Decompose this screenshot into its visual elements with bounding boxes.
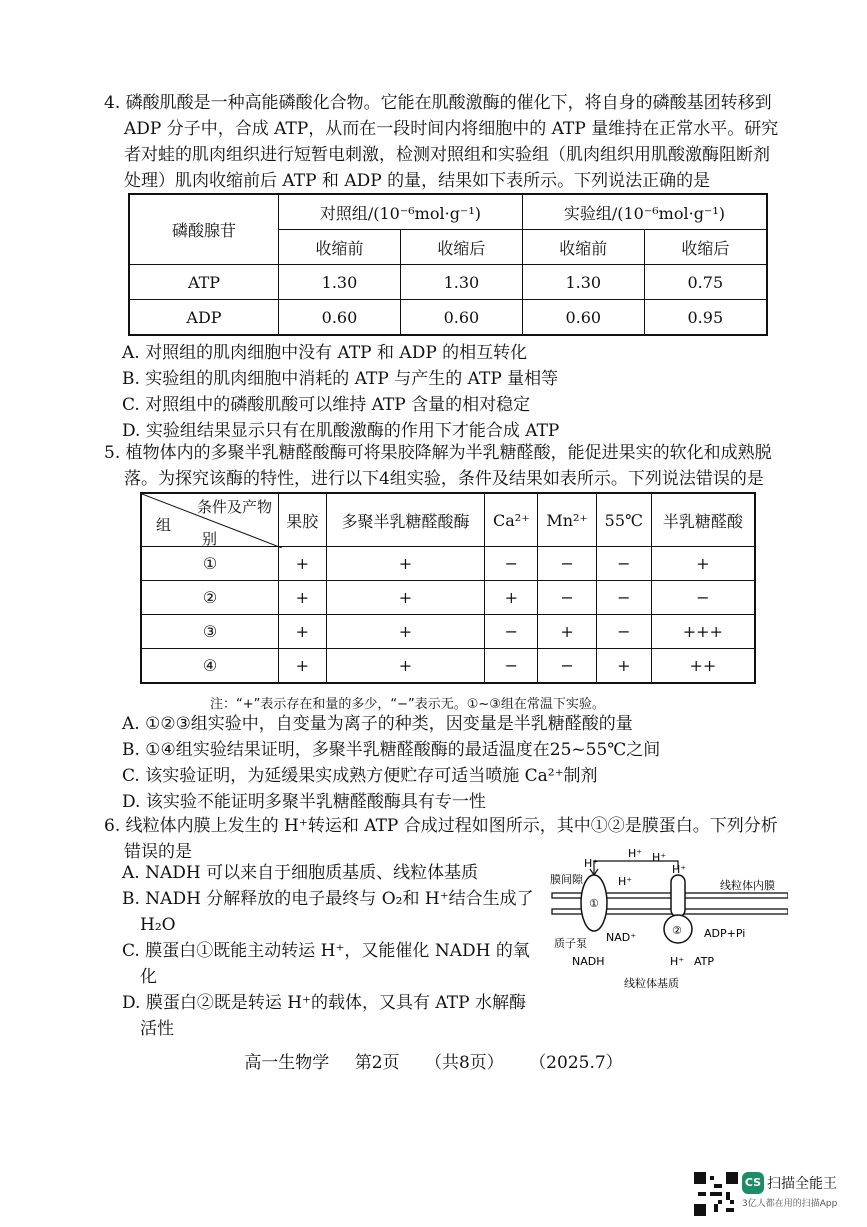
table-cell: +++ — [651, 615, 755, 649]
corner-left-label: 组 — [156, 516, 172, 534]
brand-tagline: 3亿人都在用的扫描App — [742, 1199, 838, 1209]
table-cell: 0.75 — [644, 265, 767, 300]
row-label: ④ — [141, 649, 279, 684]
column-header: 多聚半乳糖醛酸酶 — [326, 493, 485, 547]
table-cell: − — [538, 581, 597, 615]
h-ion-label: H⁺ — [584, 857, 599, 870]
atp-adp-table — [128, 193, 768, 336]
option-d[interactable]: D. 该实验不能证明多聚半乳糖醛酸酶具有专一性 — [122, 792, 486, 812]
sub-header: 收缩后 — [644, 230, 767, 265]
table-row — [141, 547, 755, 581]
table-cell: 0.60 — [400, 300, 522, 336]
column-header: 半乳糖醛酸 — [651, 493, 755, 547]
table-cell: − — [596, 547, 651, 581]
question-4-stem: 4. 磷酸肌酸是一种高能磷酸化合物。它能在肌酸激酶的催化下，将自身的磷酸基团转移到ADP 分子中，合成 ATP，从而在一段时间内将细胞中的 ATP 量维持在正常水平。研究者对蛙的肌肉组织进行短暂电刺激，检测对照组和实验组（肌肉组织用肌酸激酶阻断剂处理）肌肉收缩前后 ATP 和 ADP 的量，结果如下表所示。下列说法正确的是 — [104, 93, 779, 191]
page-footer — [0, 1048, 867, 1073]
table-cell: 1.30 — [400, 265, 522, 300]
table-cell: + — [279, 615, 327, 649]
experiment-group-header: 实验组/(10⁻⁶mol·g⁻¹) — [522, 194, 767, 230]
question-5-stem: 5. 植物体内的多聚半乳糖醛酸酶可将果胶降解为半乳糖醛酸，能促进果实的软化和成熟脱落。为探究该酶的特性，进行以下4组实验，条件及结果如表所示。下列说法错误的是 — [104, 443, 772, 489]
row-label: ADP — [129, 300, 279, 336]
footer-total: （共8页） — [424, 1053, 504, 1073]
qr-code-icon — [694, 1172, 738, 1216]
table-row — [141, 649, 755, 684]
question-6-options — [104, 860, 534, 1042]
protein-2-label: ② — [672, 924, 682, 937]
option-c[interactable]: C. 该实验证明，为延缓果实成熟方便贮存可适当喷施 Ca²⁺制剂 — [122, 766, 598, 786]
footer-subject: 高一生物学 — [244, 1053, 330, 1073]
table-cell: + — [326, 615, 485, 649]
column-header: 果胶 — [279, 493, 327, 547]
proton-pump-label: 质子泵 — [554, 937, 587, 950]
row-label: ① — [141, 547, 279, 581]
table-cell: + — [538, 615, 597, 649]
h-ion-label: H⁺ — [618, 875, 633, 888]
camscanner-logo-icon: CS — [742, 1172, 764, 1194]
intermembrane-label: 膜间隙 — [550, 873, 583, 886]
table-cell: + — [485, 581, 538, 615]
table-cell: 1.30 — [279, 265, 401, 300]
question-6-stem: 6. 线粒体内膜上发生的 H⁺转运和 ATP 合成过程如图所示，其中①②是膜蛋白。下列分析错误的是 — [104, 816, 778, 862]
column-header: 55℃ — [596, 493, 651, 547]
option-b[interactable]: B. 实验组的肌肉细胞中消耗的 ATP 与产生的 ATP 量相等 — [122, 369, 559, 389]
table-cell: − — [596, 615, 651, 649]
option-a[interactable]: A. ①②③组实验中，自变量为离子的种类，因变量是半乳糖醛酸的量 — [122, 714, 633, 734]
table-cell: + — [326, 649, 485, 684]
matrix-label: 线粒体基质 — [624, 977, 679, 990]
table-cell: − — [485, 615, 538, 649]
table-cell: − — [485, 649, 538, 684]
table-cell: + — [279, 649, 327, 684]
inner-membrane-label: 线粒体内膜 — [720, 879, 775, 892]
question-5-options — [104, 711, 784, 815]
table-cell: + — [279, 547, 327, 581]
corner-top-label: 条件及产物 — [196, 498, 272, 516]
option-c[interactable]: C. 膜蛋白①既能主动转运 H⁺，又能催化 NADH 的氧化 — [122, 941, 530, 987]
row-label: ATP — [129, 265, 279, 300]
option-a[interactable]: A. NADH 可以来自于细胞质基质、线粒体基质 — [122, 863, 479, 883]
protein-1-label: ① — [589, 897, 599, 910]
table-cell: + — [651, 547, 755, 581]
table-cell: ++ — [651, 649, 755, 684]
brand-name: 扫描全能王 — [767, 1176, 837, 1192]
sub-header: 收缩前 — [279, 230, 401, 265]
option-b[interactable]: B. ①④组实验结果证明，多聚半乳糖醛酸酶的最适温度在25~55℃之间 — [122, 740, 661, 760]
option-b[interactable]: B. NADH 分解释放的电子最终与 O₂和 H⁺结合生成了 H₂O — [122, 889, 534, 935]
corner-bottom-label: 别 — [202, 530, 218, 548]
table-row — [141, 615, 755, 649]
table-cell: 0.60 — [279, 300, 401, 336]
column-header: Ca²⁺ — [485, 493, 538, 547]
control-group-header: 对照组/(10⁻⁶mol·g⁻¹) — [279, 194, 523, 230]
option-a[interactable]: A. 对照组的肌肉细胞中没有 ATP 和 ADP 的相互转化 — [122, 343, 528, 363]
table-cell: − — [651, 581, 755, 615]
row-label: ③ — [141, 615, 279, 649]
table-cell: + — [279, 581, 327, 615]
protein-2-stalk — [671, 875, 685, 917]
option-d[interactable]: D. 膜蛋白②既是转运 H⁺的载体，又具有 ATP 水解酶活性 — [122, 993, 526, 1039]
enzyme-table — [140, 492, 756, 684]
table-cell: − — [596, 581, 651, 615]
table-row — [129, 265, 767, 300]
nad-label: NAD⁺ — [606, 931, 637, 944]
mitochondria-membrane-diagram — [548, 845, 788, 995]
footer-date: （2025.7） — [529, 1053, 623, 1073]
option-d[interactable]: D. 实验组结果显示只有在肌酸激酶的作用下才能合成 ATP — [122, 421, 560, 441]
question-4 — [104, 90, 784, 194]
h-ion-label: H⁺ — [670, 955, 685, 968]
footer-page: 第2页 — [354, 1053, 400, 1073]
table-cell: 0.60 — [522, 300, 644, 336]
nadh-label: NADH — [572, 955, 605, 968]
table-note: 注：“+”表示存在和量的多少，“−”表示无。①~③组在常温下实验。 — [210, 697, 605, 712]
option-c[interactable]: C. 对照组中的磷酸肌酸可以维持 ATP 含量的相对稳定 — [122, 395, 531, 415]
table-cell: + — [596, 649, 651, 684]
table-row — [129, 300, 767, 336]
table-cell: + — [326, 547, 485, 581]
row-label: ② — [141, 581, 279, 615]
adp-label: ADP+Pi — [704, 927, 746, 940]
sub-header: 收缩前 — [522, 230, 644, 265]
table-cell: 1.30 — [522, 265, 644, 300]
table-cell: − — [485, 547, 538, 581]
table-row — [141, 581, 755, 615]
question-4-options — [104, 340, 784, 444]
column-header: Mn²⁺ — [538, 493, 597, 547]
scanner-brand — [742, 1172, 837, 1209]
table-cell: + — [326, 581, 485, 615]
table-cell: 0.95 — [644, 300, 767, 336]
table-corner: 磷酸腺苷 — [129, 194, 279, 265]
sub-header: 收缩后 — [400, 230, 522, 265]
h-ion-label: H⁺ — [652, 851, 667, 864]
atp-label: ATP — [694, 955, 715, 968]
table-cell: − — [538, 649, 597, 684]
h-ion-label: H⁺ — [672, 863, 687, 876]
question-5 — [104, 440, 784, 492]
table-corner-diagonal — [141, 493, 279, 547]
table-cell: − — [538, 547, 597, 581]
h-ion-label: H⁺ — [628, 847, 643, 860]
